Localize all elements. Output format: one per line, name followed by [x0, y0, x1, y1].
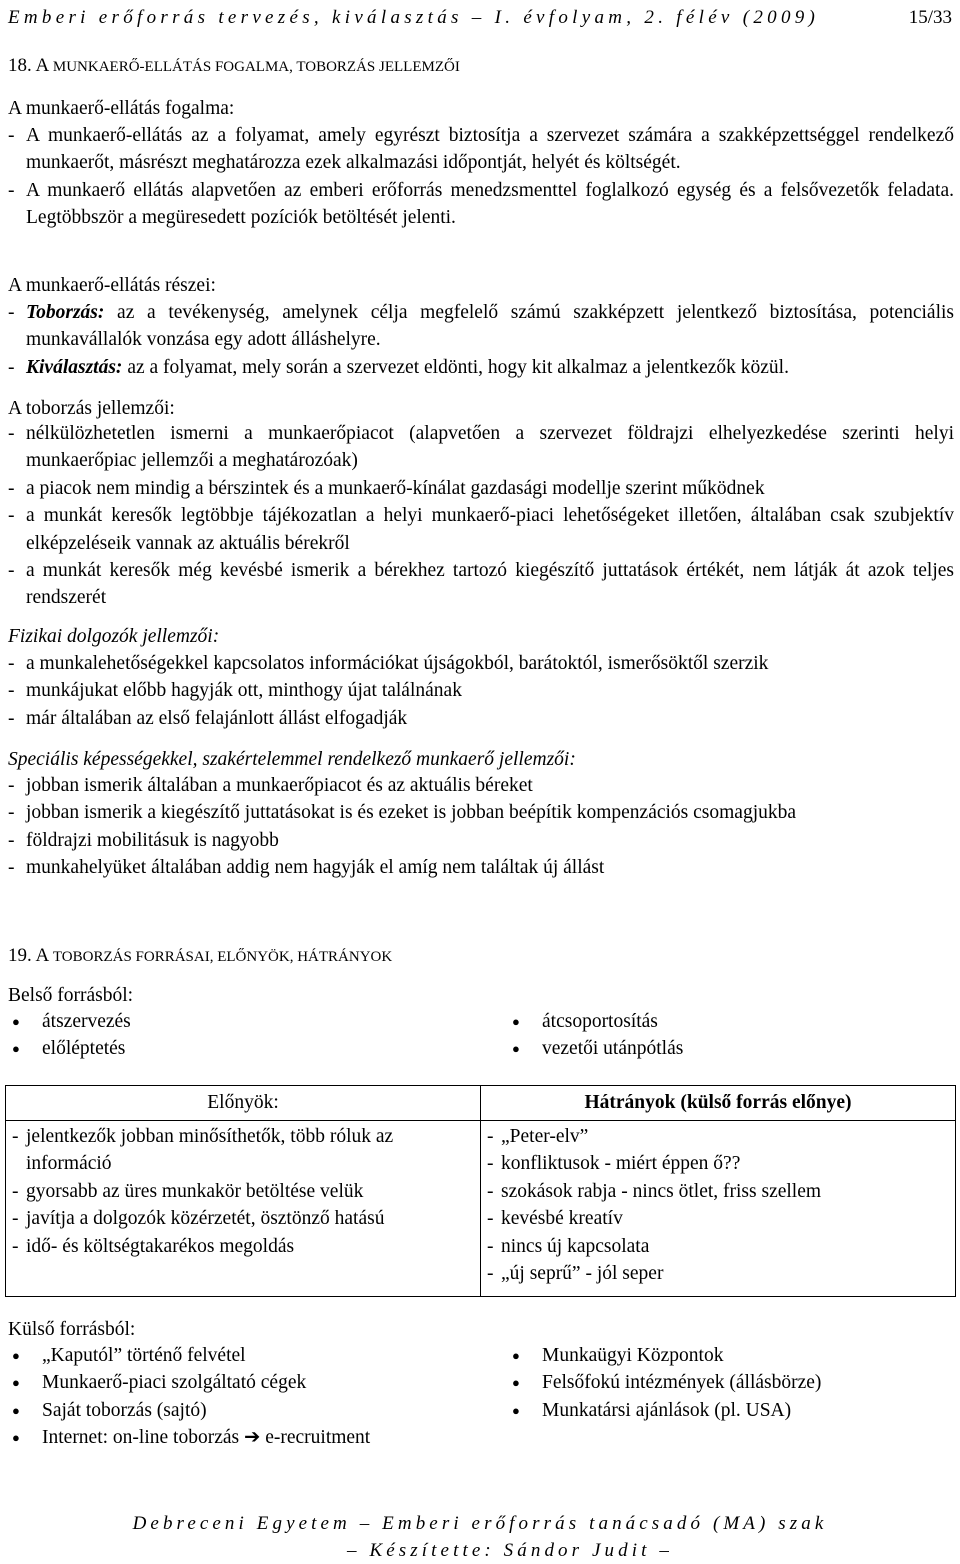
- cons-list: [487, 1123, 949, 1287]
- specialis-heading: Speciális képességekkel, szakértelemmel rendelkező munkaerő jellemzői:: [8, 749, 576, 770]
- toborzas-term: Toborzás:: [26, 302, 105, 323]
- list-item: [8, 772, 954, 799]
- dash-marker: -: [8, 505, 15, 527]
- list-item: [8, 799, 954, 826]
- arrow-right-icon: ➔: [243, 1427, 261, 1449]
- list-item: [8, 299, 954, 354]
- dash-marker: -: [487, 1263, 494, 1285]
- jellemzoi-list: [8, 420, 954, 612]
- list-item-text: javítja a dolgozók közérzetét, ösztönző hatású: [26, 1208, 385, 1230]
- list-item: [12, 1123, 474, 1178]
- bullet-marker: ●: [512, 1014, 520, 1029]
- list-item: [12, 1178, 474, 1205]
- dash-marker: -: [12, 1208, 19, 1230]
- list-item-text: munkahelyüket általában addig nem hagyják el amíg nem találtak új állást: [26, 857, 605, 879]
- dash-marker: -: [8, 477, 15, 499]
- internet-suffix: e-recruitment: [265, 1427, 371, 1449]
- reszei-list: [8, 299, 954, 381]
- list-item-text: nincs új kapcsolata: [501, 1235, 650, 1257]
- running-footer: [0, 1510, 960, 1564]
- bullet-marker: ●: [512, 1041, 520, 1057]
- kivalasztas-term: Kiválasztás:: [26, 356, 123, 378]
- list-item: [12, 1233, 474, 1260]
- dash-marker: -: [8, 302, 15, 323]
- section-19-number: 19.: [8, 945, 32, 966]
- pros-header: Előnyök:: [6, 1086, 481, 1121]
- cons-header: Hátrányok (külső forrás előnye): [481, 1086, 956, 1121]
- belso-right-list: [508, 1008, 683, 1063]
- dash-marker: -: [8, 775, 15, 796]
- reszei-heading: A munkaerő-ellátás részei:: [8, 275, 216, 296]
- section-18-number: 18.: [8, 55, 32, 76]
- toborzas-definition: az a tevékenység, amelynek célja megfelelő számú szakképzett jelentkező biztosítása, potenciális munkavállalók vonzása egy adott álláshelyre.: [26, 302, 954, 351]
- list-item: [8, 854, 954, 881]
- dash-marker: -: [12, 1235, 19, 1257]
- page-number: 15/33: [908, 7, 952, 28]
- section-18-title-first: A: [35, 55, 49, 76]
- section-19-title-first: A: [35, 945, 49, 966]
- list-item-text: a munkát keresők legtöbbje tájékozatlan a helyi munkaerő-piaci lehetőségeket illetően, általában csak szubjektív elképzeléseik vannak az aktuális bérekről: [26, 505, 954, 554]
- list-item-text: Munkatársi ajánlások (pl. USA): [542, 1399, 792, 1421]
- list-item-text: konfliktusok - miért éppen ő??: [501, 1153, 741, 1175]
- list-item: [8, 354, 954, 381]
- list-item: [487, 1123, 949, 1150]
- bullet-marker: ●: [12, 1402, 20, 1418]
- list-item-text: átszervezés: [42, 1011, 131, 1032]
- list-item-text: már általában az első felajánlott állást elfogadják: [26, 707, 408, 729]
- pros-cons-table: [5, 1085, 956, 1297]
- list-item-text: földrajzi mobilitásuk is nagyobb: [26, 829, 279, 851]
- fizikai-list: [8, 650, 954, 732]
- list-item-text: munkájukat előbb hagyják ott, minthogy újat találnának: [26, 680, 462, 702]
- list-item-text: Munkaerő-piaci szolgáltató cégek: [42, 1372, 307, 1394]
- list-item: [508, 1035, 683, 1062]
- list-item: [8, 650, 954, 677]
- list-item: [8, 502, 954, 557]
- list-item-text: vezetői utánpótlás: [542, 1038, 684, 1060]
- list-item-text: „Peter-elv”: [501, 1126, 589, 1147]
- list-item: [8, 122, 954, 177]
- list-item-text: jelentkezők jobban minősíthetők, több róluk az információ: [26, 1126, 394, 1175]
- dash-marker: -: [487, 1180, 494, 1202]
- dash-marker: -: [12, 1180, 19, 1202]
- dash-marker: -: [8, 802, 15, 824]
- list-item-text: A munkaerő-ellátás az a folyamat, amely egyrészt biztosítja a szervezet számára a szakképzettséggel rendelkező munkaerőt, másrészt meghatározza ezek alkalmazási időpontját, helyét és költségét.: [26, 125, 954, 174]
- dash-marker: -: [8, 179, 15, 201]
- list-item: [8, 1397, 370, 1424]
- list-item: [487, 1150, 949, 1177]
- list-item: [8, 1035, 131, 1062]
- footer-line-2: – Készítette: Sándor Judit –: [347, 1540, 673, 1561]
- fizikai-heading: Fizikai dolgozók jellemzői:: [8, 626, 220, 647]
- list-item: [487, 1233, 949, 1260]
- list-item-text: Saját toborzás (sajtó): [42, 1399, 207, 1421]
- list-item-text: A munkaerő ellátás alapvetően az emberi erőforrás menedzsmenttel foglalkozó egység és a felsővezetők feladata. Legtöbbször a megüresedett pozíciók betöltését jelenti.: [26, 179, 954, 229]
- dash-marker: -: [12, 1126, 19, 1147]
- dash-marker: -: [487, 1208, 494, 1230]
- list-item: [8, 827, 954, 854]
- bullet-marker: ●: [12, 1430, 20, 1446]
- kulso-left-list: [8, 1342, 370, 1452]
- list-item-text: szokások rabja - nincs ötlet, friss szellem: [501, 1180, 822, 1202]
- list-item: [8, 177, 954, 232]
- list-item-text: „Kaputól” történő felvétel: [42, 1345, 246, 1366]
- pros-cell: [6, 1121, 481, 1297]
- list-item: [508, 1397, 821, 1424]
- list-item: [508, 1008, 683, 1035]
- list-item: [487, 1205, 949, 1232]
- dash-marker: -: [487, 1235, 494, 1257]
- kulso-heading: Külső forrásból:: [8, 1319, 136, 1340]
- bullet-marker: ●: [12, 1348, 20, 1363]
- list-item: [8, 677, 954, 704]
- bullet-marker: ●: [512, 1375, 520, 1391]
- dash-marker: -: [8, 125, 15, 146]
- list-item-text: a piacok nem mindig a bérszintek és a munkaerő-kínálat gazdasági modellje szerint működnek: [26, 477, 765, 499]
- fogalma-list: [8, 122, 954, 232]
- bullet-marker: ●: [12, 1041, 20, 1057]
- cons-cell: [481, 1121, 956, 1297]
- list-item-text: átcsoportosítás: [542, 1011, 658, 1032]
- list-item: [8, 557, 954, 612]
- list-item: [8, 705, 954, 732]
- list-item: [8, 420, 954, 475]
- list-item-text: Munkaügyi Központok: [542, 1345, 724, 1366]
- list-item: [8, 475, 954, 502]
- list-item-text: jobban ismerik általában a munkaerőpiacot és az aktuális béreket: [26, 775, 533, 796]
- list-item-text: kevésbé kreatív: [501, 1208, 623, 1230]
- pros-list: [12, 1123, 474, 1260]
- dash-marker: -: [8, 560, 15, 582]
- dash-marker: -: [8, 857, 15, 879]
- list-item-text: „új seprű” - jól seper: [501, 1263, 664, 1285]
- dash-marker: -: [8, 829, 15, 851]
- internet-prefix: Internet: on-line toborzás: [42, 1427, 240, 1449]
- dash-marker: -: [8, 707, 15, 729]
- list-item: [8, 1424, 370, 1451]
- list-item-text: a munkát keresők még kevésbé ismerik a bérekhez tartozó kiegészítő juttatások értékét, nem látják át azok teljes rendszerét: [26, 560, 954, 609]
- list-item-text: gyorsabb az üres munkakör betöltése velük: [26, 1180, 364, 1202]
- list-item: [8, 1008, 131, 1035]
- kulso-right-list: [508, 1342, 821, 1424]
- list-item-text: előléptetés: [42, 1038, 126, 1060]
- section-19-title-rest: TOBORZÁS FORRÁSAI, ELŐNYÖK, HÁTRÁNYOK: [52, 949, 393, 965]
- list-item-text: Felsőfokú intézmények (állásbörze): [542, 1372, 822, 1394]
- list-item: [508, 1369, 821, 1396]
- dash-marker: -: [8, 680, 15, 702]
- dash-marker: -: [8, 423, 15, 444]
- section-19-title: [8, 942, 392, 971]
- fogalma-heading: A munkaerő-ellátás fogalma:: [8, 98, 235, 119]
- list-item: [487, 1178, 949, 1205]
- bullet-marker: ●: [512, 1348, 520, 1363]
- section-18-title: [8, 52, 460, 81]
- dash-marker: -: [8, 653, 15, 674]
- bullet-marker: ●: [12, 1014, 20, 1029]
- kivalasztas-definition: az a folyamat, mely során a szervezet eldönti, hogy kit alkalmaz a jelentkezők közül.: [122, 356, 789, 378]
- dash-marker: -: [487, 1126, 494, 1147]
- dash-marker: -: [8, 356, 15, 378]
- footer-line-1: Debreceni Egyetem – Emberi erőforrás tanácsadó (MA) szak: [132, 1513, 828, 1534]
- list-item: [12, 1205, 474, 1232]
- belso-heading: Belső forrásból:: [8, 985, 134, 1006]
- list-item: [8, 1342, 370, 1369]
- bullet-marker: ●: [512, 1402, 520, 1418]
- specialis-list: [8, 772, 954, 882]
- dash-marker: -: [487, 1153, 494, 1175]
- running-header: [8, 4, 952, 32]
- list-item-text: idő- és költségtakarékos megoldás: [26, 1235, 295, 1257]
- list-item-text: [26, 299, 954, 354]
- jellemzoi-heading: A toborzás jellemzői:: [8, 398, 175, 419]
- list-item-text: nélkülözhetetlen ismerni a munkaerőpiacot (alapvetően a szervezet földrajzi elhelyezkedése szerinti helyi munkaerőpiac jellemzői a meghatározóak): [26, 423, 954, 472]
- belso-left-list: [8, 1008, 131, 1063]
- running-title: Emberi erőforrás tervezés, kiválasztás – I. évfolyam, 2. félév (2009): [8, 7, 820, 28]
- list-item: [508, 1342, 821, 1369]
- list-item: [487, 1260, 949, 1287]
- list-item: [8, 1369, 370, 1396]
- bullet-marker: ●: [12, 1375, 20, 1391]
- section-18-title-rest: MUNKAERŐ-ELLÁTÁS FOGALMA, TOBORZÁS JELLEMZŐI: [52, 59, 460, 75]
- list-item-text: jobban ismerik a kiegészítő juttatásokat is és ezeket is jobban beépítik kompenzációs csomagjukba: [26, 802, 797, 824]
- list-item-text: a munkalehetőségekkel kapcsolatos információkat újságokból, barátoktól, ismerősöktől szerzik: [26, 653, 769, 674]
- list-item-text: [42, 1424, 370, 1451]
- list-item-text: [26, 354, 954, 381]
